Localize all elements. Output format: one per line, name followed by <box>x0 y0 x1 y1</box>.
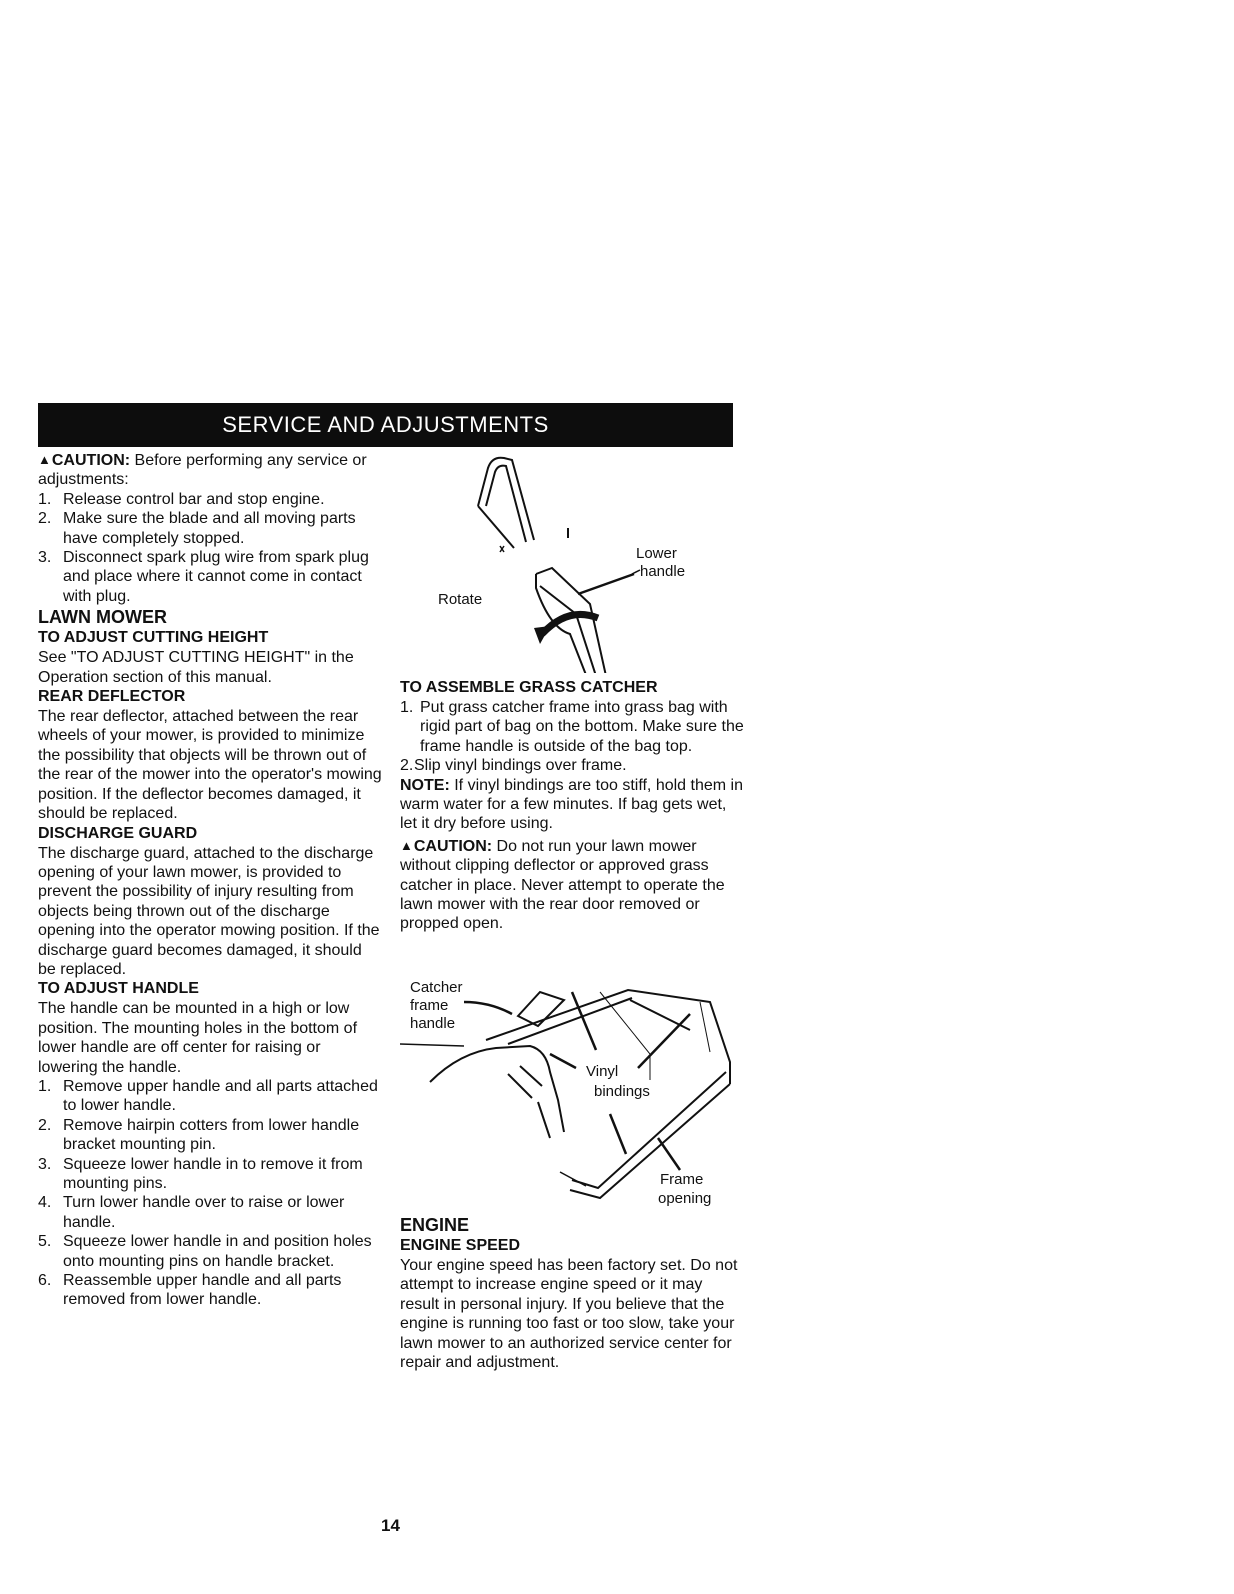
list-item: 1. Put grass catcher frame into grass bag with rigid part of bag on the bottom. Make sure the frame handle is outside of the bag top. <box>400 699 744 755</box>
caution-steps <box>38 490 383 606</box>
list-item: 6. Reassemble upper handle and all parts removed from lower handle. <box>38 1272 342 1309</box>
lawn-mower-heading: LAWN MOWER <box>38 607 167 628</box>
label-catcher: Catcher <box>410 979 463 996</box>
list-item: 3. Disconnect spark plug wire from spark plug and place where it cannot come in contact with plug. <box>38 549 369 605</box>
engine-speed-text: Your engine speed has been factory set. Do not attempt to increase engine speed or it may result in personal injury. If you believe that the engine is running too fast or too slow, take your lawn mower to an authorized service center for repair and adjustment. <box>400 1257 738 1372</box>
section-banner: SERVICE AND ADJUSTMENTS <box>38 403 733 447</box>
grass-catcher-figure <box>400 962 740 1212</box>
handle-rotate-figure <box>400 448 730 673</box>
engine-speed-heading: ENGINE SPEED <box>400 1237 521 1254</box>
label-lower: Lower <box>636 545 677 562</box>
page-number: 14 <box>381 1516 400 1535</box>
list-item: 3. Squeeze lower handle in to remove it from mounting pins. <box>38 1155 363 1192</box>
adjust-handle-text: The handle can be mounted in a high or low position. The mounting holes in the bottom of lower handle are off center for raising or lowering the handle. <box>38 1000 358 1076</box>
discharge-guard-heading: DISCHARGE GUARD <box>38 824 198 842</box>
engine-heading: ENGINE <box>400 1215 470 1235</box>
label-vinyl: Vinyl <box>586 1063 619 1080</box>
caution-paragraph <box>400 836 745 934</box>
caution-text: Before performing any service or adjustments: <box>38 452 367 489</box>
label-frame: frame <box>410 997 449 1014</box>
list-item: 2. Slip vinyl bindings over frame. <box>400 757 627 775</box>
list-item: 1. Remove upper handle and all parts attached to lower handle. <box>38 1077 378 1115</box>
caution-label-right: ▲CAUTION: <box>400 837 493 855</box>
grass-catcher-steps <box>400 698 745 776</box>
grass-catcher-illustration <box>400 962 740 1212</box>
rear-deflector-heading: REAR DEFLECTOR <box>38 688 186 706</box>
list-item: 1. Release control bar and stop engine. <box>38 490 325 508</box>
label-handle: handle <box>410 1015 456 1032</box>
right-column-bottom <box>400 1214 745 1372</box>
cutting-height-text: See "TO ADJUST CUTTING HEIGHT" in the Operation section of this manual. <box>38 649 354 686</box>
right-column-top <box>400 678 745 934</box>
label-frame-opening-1: Frame <box>660 1171 704 1188</box>
discharge-guard-text: The discharge guard, attached to the discharge opening of your lawn mower, is provided to prevent the possibility of injury resulting from objects being thrown out of the discharge opening into the operator mowing position. If the discharge guard becomes damaged, it should be replaced. <box>38 844 380 978</box>
label-frame-opening-2: opening <box>658 1190 712 1207</box>
caution-text-right: Do not run your lawn mower without clipping deflector or approved grass catcher in place. Never attempt to operate the lawn mower with the rear door removed or propped open. <box>400 837 725 933</box>
rear-deflector-text: The rear deflector, attached between the rear wheels of your mower, is provided to minimize the possibility that objects will be thrown out of the rear of the mower into the operator's mowing position. If the deflector becomes damaged, it should be replaced. <box>38 708 382 823</box>
caution-label: ▲CAUTION: <box>38 452 131 469</box>
handle-rotate-illustration <box>400 448 730 673</box>
left-column <box>38 450 383 1310</box>
caution-intro <box>38 450 383 490</box>
label-bindings: bindings <box>594 1083 650 1100</box>
note-text: If vinyl bindings are too stiff, hold them in warm water for a few minutes. If bag gets wet, let it dry before using. <box>400 776 743 833</box>
list-item: 2. Make sure the blade and all moving parts have completely stopped. <box>38 510 356 547</box>
adjust-handle-heading: TO ADJUST HANDLE <box>38 980 199 998</box>
list-item: 4. Turn lower handle over to raise or lower handle. <box>38 1194 345 1231</box>
note-paragraph <box>400 776 745 834</box>
warning-triangle-icon: ▲ <box>400 837 413 853</box>
label-handle: handle <box>640 563 686 580</box>
list-item: 2. Remove hairpin cotters from lower handle bracket mounting pin. <box>38 1116 360 1154</box>
warning-triangle-icon: ▲ <box>38 452 51 467</box>
note-label: NOTE: <box>400 776 450 794</box>
handle-steps <box>38 1077 383 1310</box>
cutting-height-heading: TO ADJUST CUTTING HEIGHT <box>38 629 269 647</box>
label-rotate: Rotate <box>438 591 483 608</box>
grass-catcher-heading: TO ASSEMBLE GRASS CATCHER <box>400 679 658 696</box>
list-item: 5. Squeeze lower handle in and position holes onto mounting pins on handle bracket. <box>38 1233 372 1270</box>
